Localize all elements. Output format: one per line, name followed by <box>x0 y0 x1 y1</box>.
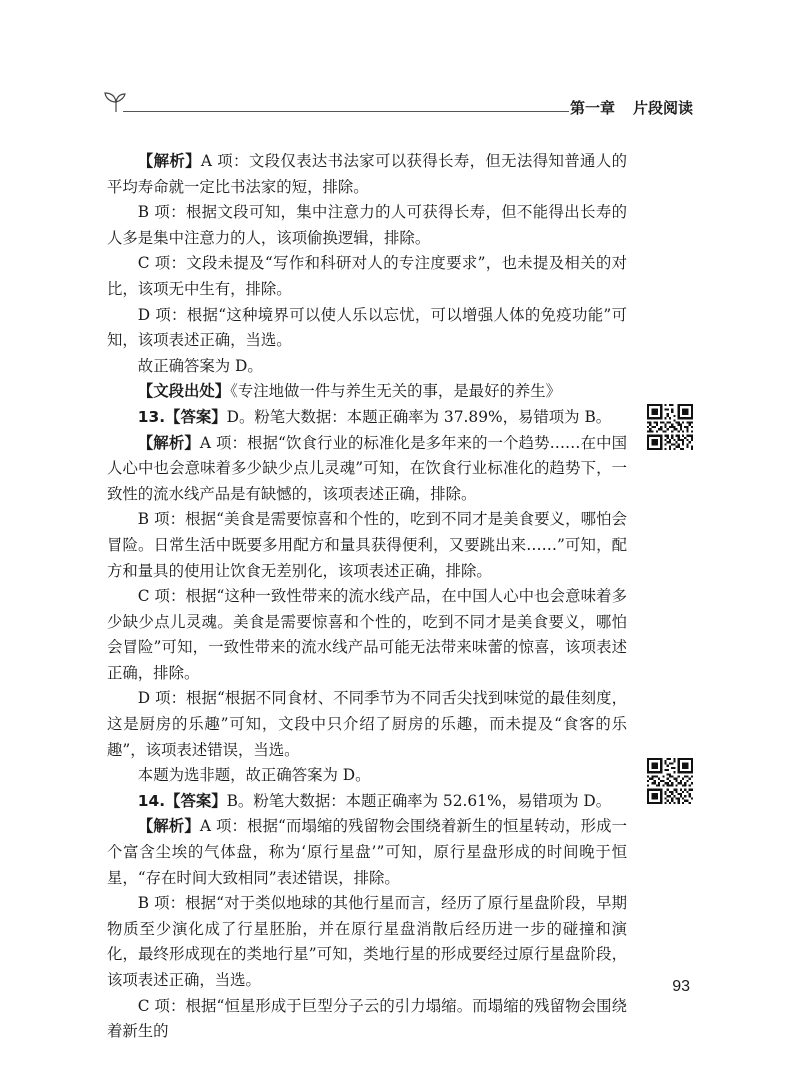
paragraph-tag: 【文段出处】 <box>137 382 231 401</box>
paragraph-tag: 14.【答案】 <box>137 791 227 810</box>
paragraph-text: B。粉笔大数据：本题正确率为 52.61%，易错项为 D。 <box>226 791 612 810</box>
paragraph <box>107 891 627 993</box>
header-rule <box>123 111 569 112</box>
answer-paragraph <box>107 789 627 815</box>
paragraph-tag: 【解析】 <box>137 433 200 452</box>
paragraph-text: A 项：根据“饮食行业的标准化是多年来的一个趋势……在中国人心中也会意味着多少缺少点儿灵魂”可知，在饮食行业标准化的趋势下，一致性的流水线产品是有缺憾的，该项表述正确，排除。 <box>107 433 627 503</box>
leaf-sprout-icon <box>103 90 129 116</box>
paragraph <box>107 763 627 789</box>
paragraph <box>107 431 627 508</box>
paragraph <box>107 303 627 354</box>
source-paragraph <box>107 379 627 405</box>
paragraph <box>107 354 627 380</box>
paragraph-tag: 【解析】 <box>137 152 201 170</box>
answer-paragraph <box>107 405 627 431</box>
paragraph <box>107 149 627 200</box>
paragraph <box>107 686 627 763</box>
page-number: 93 <box>672 978 690 995</box>
chapter-label: 第一章 <box>569 99 615 117</box>
paragraph-text: B 项：根据“对于类似地球的其他行星而言，经历了原行星盘阶段，早期物质至少演化成了行星胚胎，并在原行星盘消散后经历进一步的碰撞和演化，最终形成现在的类地行星”可知，类地行星的形成要经过原行星盘阶段，该项表述正确，当选。 <box>107 894 627 989</box>
paragraph <box>107 507 627 584</box>
paragraph-text: C 项：根据“这种一致性带来的流水线产品，在中国人心中也会意味着多少缺少点儿灵魂。美食是需要惊喜和个性的，吃到不同才是美食要义，哪怕会冒险”可知，一致性带来的流水线产品可能无法带来味蕾的惊喜，该项表述正确，排除。 <box>107 587 627 682</box>
paragraph-tag: 13.【答案】 <box>137 407 227 426</box>
qr-code-icon[interactable] <box>647 758 693 804</box>
section-label: 片段阅读 <box>632 99 693 117</box>
paragraph-text: 《专注地做一件与养生无关的事，是最好的养生》 <box>230 382 562 401</box>
paragraph <box>107 251 627 302</box>
paragraph-text: A 项：根据“而塌缩的残留物会围绕着新生的恒星转动，形成一个富含尘埃的气体盘，称为‘原行星盘’”可知，原行星盘形成的时间晚于恒星，“存在时间大致相同”表述错误，排除。 <box>107 817 627 887</box>
paragraph-text: 本题为选非题，故正确答案为 D。 <box>137 766 371 785</box>
paragraph <box>107 814 627 891</box>
paragraph-text: B 项：根据文段可知，集中注意力的人可获得长寿，但不能得出长寿的人多是集中注意力的人，该项偷换逻辑，排除。 <box>107 203 627 247</box>
paragraph <box>107 584 627 686</box>
paragraph-text: 故正确答案为 D。 <box>137 356 263 375</box>
paragraph-text: A 项：文段仅表达书法家可以获得长寿，但无法得知普通人的平均寿命就一定比书法家的短，排除。 <box>107 152 627 196</box>
paragraph <box>107 200 627 251</box>
qr-code-icon[interactable] <box>647 404 693 450</box>
answer-explanation-body <box>107 149 627 1045</box>
paragraph <box>107 994 627 1045</box>
running-header <box>103 90 693 130</box>
paragraph-text: B 项：根据“美食是需要惊喜和个性的，吃到不同才是美食要义，哪怕会冒险。日常生活中既要多用配方和量具获得便利，又要跳出来……”可知，配方和量具的使用让饮食无差别化，该项表述正确，排除。 <box>107 510 627 580</box>
paragraph-text: C 项：根据“恒星形成于巨型分子云的引力塌缩。而塌缩的残留物会围绕着新生的 <box>107 996 627 1041</box>
chapter-title <box>570 97 693 118</box>
paragraph-text: D 项：根据“根据不同食材、不同季节为不同舌尖找到味觉的最佳刻度，这是厨房的乐趣”可知，文段中只介绍了厨房的乐趣，而未提及“食客的乐趣”，该项表述错误，当选。 <box>107 689 627 759</box>
paragraph-text: D 项：根据“这种境界可以使人乐以忘忧，可以增强人体的免疫功能”可知，该项表述正确，当选。 <box>107 305 627 350</box>
paragraph-text: C 项：文段未提及“写作和科研对人的专注度要求”，也未提及相关的对比，该项无中生有，排除。 <box>107 254 627 298</box>
paragraph-tag: 【解析】 <box>137 817 200 836</box>
paragraph-text: D。粉笔大数据：本题正确率为 37.89%，易错项为 B。 <box>226 407 612 426</box>
